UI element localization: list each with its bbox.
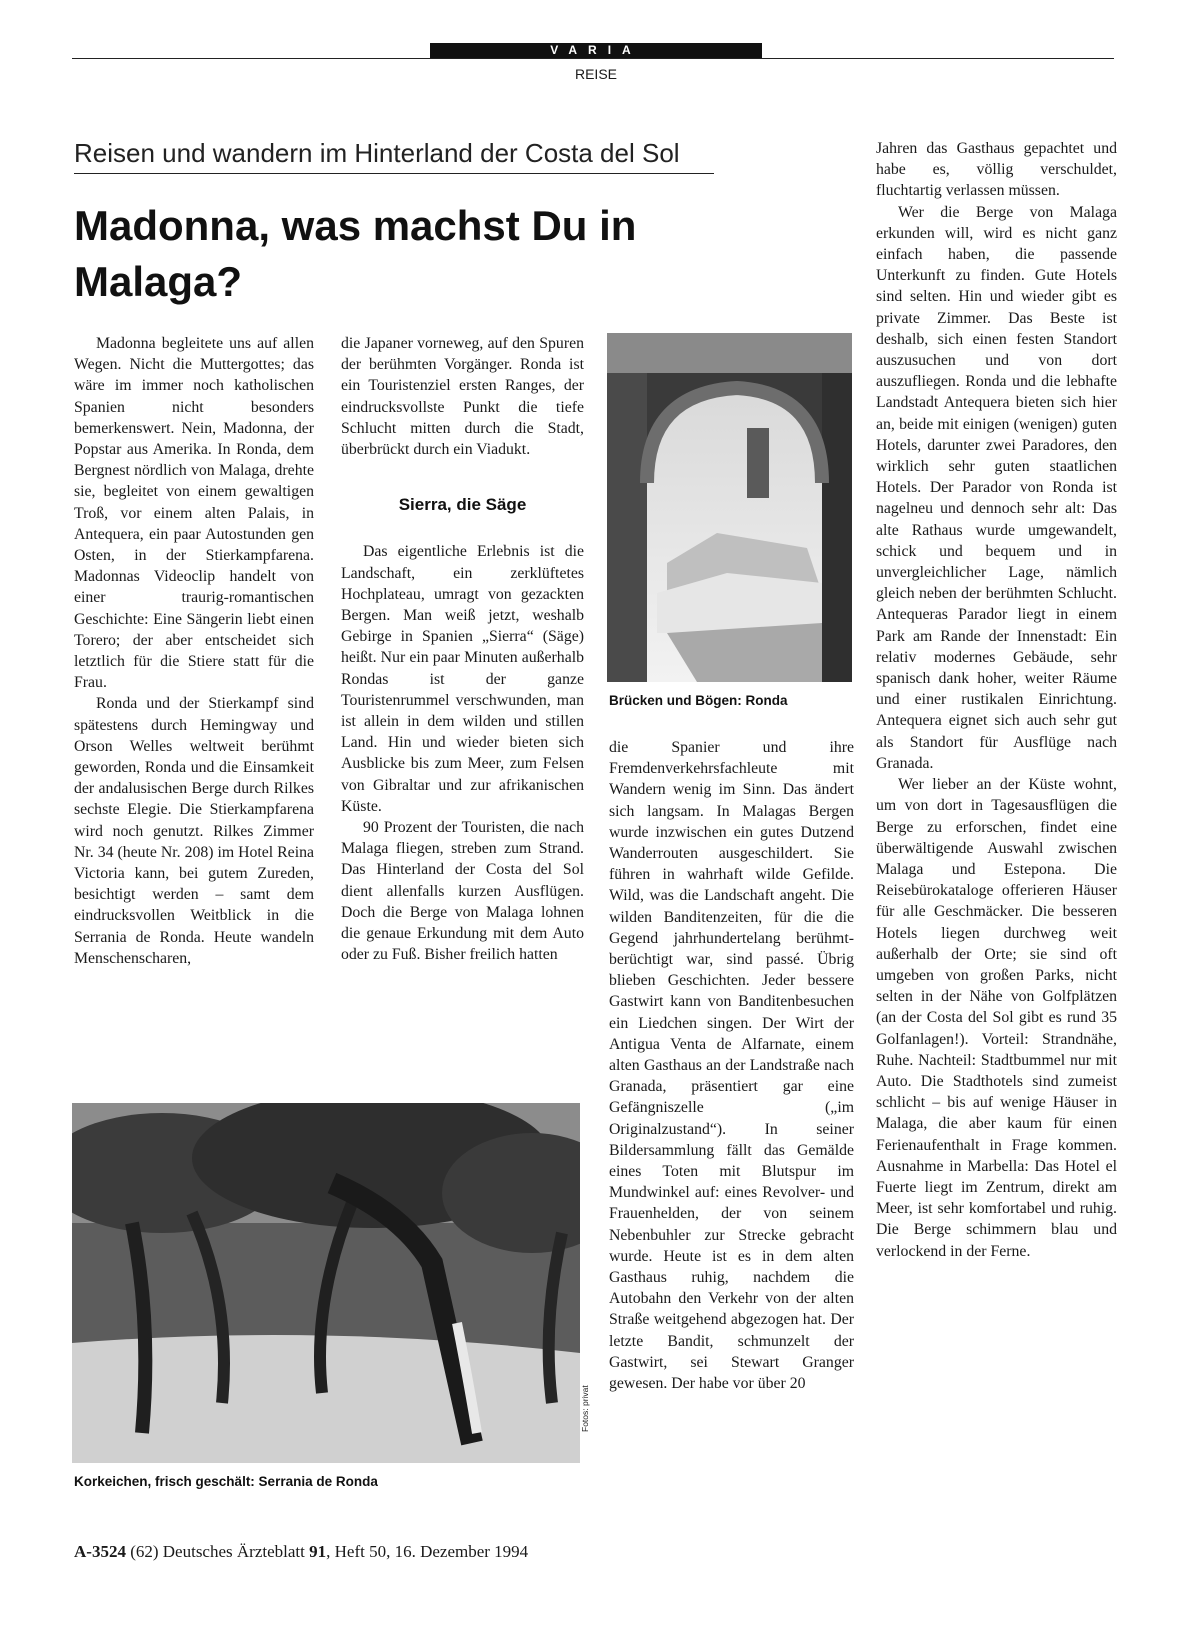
paragraph: Madonna begleitete uns auf allen Wegen. Nicht die Muttergottes; das wäre im immer noch katholischen Spanien nicht besonders bemerkenswert. Nein, Madonna, der Popstar aus Amerika. In Ronda, dem Bergnest nördlich von Malaga, drehte sie, begleitet von einem gewaltigen Troß, vor einem alten Palais, in Antequera, ein paar Autostunden gen Osten, in der Stierkampfarena. Madonnas Videoclip handelt von einer traurig-romantischen Geschichte: Eine Sängerin liebt einen Torero; der aber entscheidet sich letztlich für die Stiere statt für die Frau.	[74, 335, 314, 692]
text-column-4	[876, 138, 1117, 1262]
paragraph: Das eigentliche Erlebnis ist die Landschaft, ein zerklüftetes Hochplateau, umragt von gezackten Bergen. Man weiß jetzt, weshalb Gebirge in Spanien „Sierra“ (Säge) heißt. Nur ein paar Minuten außerhalb Rondas ist der ganze Touristenrummel verschwunden, man ist allein in dem wilden und stillen Land. Hin und wieder bieten sich Ausblicke bis zum Meer, zum Felsen von Gibraltar und zur afrikanischen Küste.	[341, 543, 584, 815]
ronda-arch-photo	[607, 333, 852, 682]
paragraph: Wer die Berge von Malaga erkunden will, wird es nicht ganz einfach haben, die passende Unterkunft zu finden. Gute Hotels sind selten. Hin und wieder gibt es private Zimmer. Das Beste ist deshalb, sich einen festen Standort auszusuchen und von dort auszufliegen. Ronda und die lebhafte Landstadt Antequera bieten sich hier an, beide mit einigen (wenigen) guten Hotels, darunter zwei Paradores, den wirklich sehr guten staatlichen Hotels. Der Parador von Ronda ist nagelneu und dennoch sehr alt: Das alte Rathaus wurde umgewandelt, schick und bequem und in unvergleichlicher Lage, nämlich gleich neben der berühmten Schlucht. Antequeras Parador liegt in einem Park am Rande der Innenstadt: Ein relativ modernes Gebäude, sehr spanisch dank hoher, weiter Räume und einer rustikalen Einrichtung. Antequera eignet sich auch sehr gut als Standort für Ausflüge nach Granada.	[876, 203, 1117, 772]
paragraph: Ronda und der Stierkampf sind spätestens durch Hemingway und Orson Welles weltweit berühmt geworden, Ronda und die Einsamkeit der andalusischen Berge durch Rilkes sechste Elegie. Die Stierkampfarena wird noch genutzt. Rilkes Zimmer Nr. 34 (heute Nr. 208) im Hotel Reina Victoria kann, bei gutem Zureden, besichtigt werden – samt dem eindrucksvollen Weitblick in die Serrania de Ronda. Heute wandeln Menschenscharen,	[74, 695, 314, 967]
text-column-2	[341, 333, 584, 965]
page-number-journal: (62) Deutsches Ärzteblatt	[130, 1542, 305, 1561]
paragraph: Jahren das Gasthaus gepachtet und habe es, völlig verschuldet, fluchtartig verlassen müssen.	[876, 140, 1117, 200]
photo-credit: Fotos: privat	[580, 1385, 590, 1432]
subsection-label: REISE	[574, 66, 617, 82]
cork-oak-photo	[72, 1103, 580, 1463]
header-rule	[72, 58, 1114, 59]
trees-image	[72, 1103, 580, 1463]
paragraph: die Spanier und ihre Fremdenverkehrsfachleute mit Wandern wenig im Sinn. Das ändert sich langsam. In Malagas Bergen wurde inzwischen ein gutes Dutzend Wanderrouten ausgeschildert. Sie führen in wahrhaft wilde Gefilde. Wild, was die Landschaft angeht. Die wilden Banditenzeiten, für die die Gegend jahrhundertelang berühmt-berüchtigt war, sind passé. Übrig blieben Geschichten. Jeder bessere Gastwirt kann von Banditenbesuchen ein Liedchen singen. Der Wirt der Antigua Venta de Alfarnate, einem alten Gasthaus an der Landstraße nach Granada, präsentiert gar eine Gefängniszelle („im Originalzustand“). In seiner Bildersammlung fällt das Gemälde eines Toten mit Blutspur im Mundwinkel auf: eines Revolver- und Frauenhelden, der von seinem Nebenbuhler zur Strecke gebracht wurde. Heute ist es in dem alten Gasthaus ruhig, nachdem die Autobahn den Verkehr von der alten Straße weitgehend abgezogen hat. Der letzte Bandit, schmunzelt der Gastwirt, sei Stewart Granger gewesen. Der habe vor über 20	[609, 739, 854, 1393]
text-column-3	[609, 737, 854, 1394]
paragraph: 90 Prozent der Touristen, die nach Malaga fliegen, streben zum Strand. Das Hinterland der Costa del Sol dient allenfalls kurzen Ausflügen. Doch die Berge von Malaga lohnen die genaue Erkundung mit dem Auto oder zu Fuß. Bisher freilich hatten	[341, 819, 584, 964]
section-subheading: Sierra, die Säge	[398, 495, 527, 515]
page-footer	[74, 1542, 528, 1562]
issue-date: , Heft 50, 16. Dezember 1994	[326, 1542, 529, 1561]
article-headline: Madonna, was machst Du in Malaga?	[74, 202, 637, 305]
section-banner: VARIA	[430, 43, 762, 58]
arch-image	[607, 333, 852, 682]
page-code: A-3524	[74, 1542, 126, 1561]
text-column-1	[74, 333, 314, 969]
paragraph: Wer lieber an der Küste wohnt, um von dort in Tagesausflügen die Berge zu erforschen, findet eine überwältigende Auswahl zwischen Malaga und Estepona. Die Reisebürokataloge offerieren Häuser für alle Geschmäcker. Die besseren Hotels liegen durchweg weit außerhalb der Orte; sie sind oft umgeben von großen Parks, nicht selten in der Nähe von Golfplätzen (an der Costa del Sol gibt es rund 35 Golfanlagen!). Vorteil: Strandnähe, Ruhe. Nachteil: Stadtbummel nur mit Auto. Die Stadthotels sind zumeist schlicht – bis auf wenige Häuser in Malaga, die aber kaum für einen Ferienaufenthalt in Frage kommen. Ausnahme in Marbella: Das Hotel el Fuerte liegt im Zentrum, direkt am Meer, ist sehr komfortabel und ruhig. Die Berge schimmern blau und verlockend in der Ferne.	[876, 776, 1117, 1260]
paragraph: die Japaner vorneweg, auf den Spuren der berühmten Vorgänger. Ronda ist ein Touristenziel ersten Ranges, der eindrucksvollste Punkt die tiefe Schlucht mitten durch die Stadt, überbrückt durch ein Viadukt.	[341, 335, 584, 459]
trees-photo-caption: Korkeichen, frisch geschält: Serrania de Ronda	[74, 1474, 378, 1489]
volume-number: 91	[309, 1542, 327, 1561]
article-kicker: Reisen und wandern im Hinterland der Costa del Sol	[74, 136, 714, 174]
arch-photo-caption: Brücken und Bögen: Ronda	[609, 693, 788, 708]
